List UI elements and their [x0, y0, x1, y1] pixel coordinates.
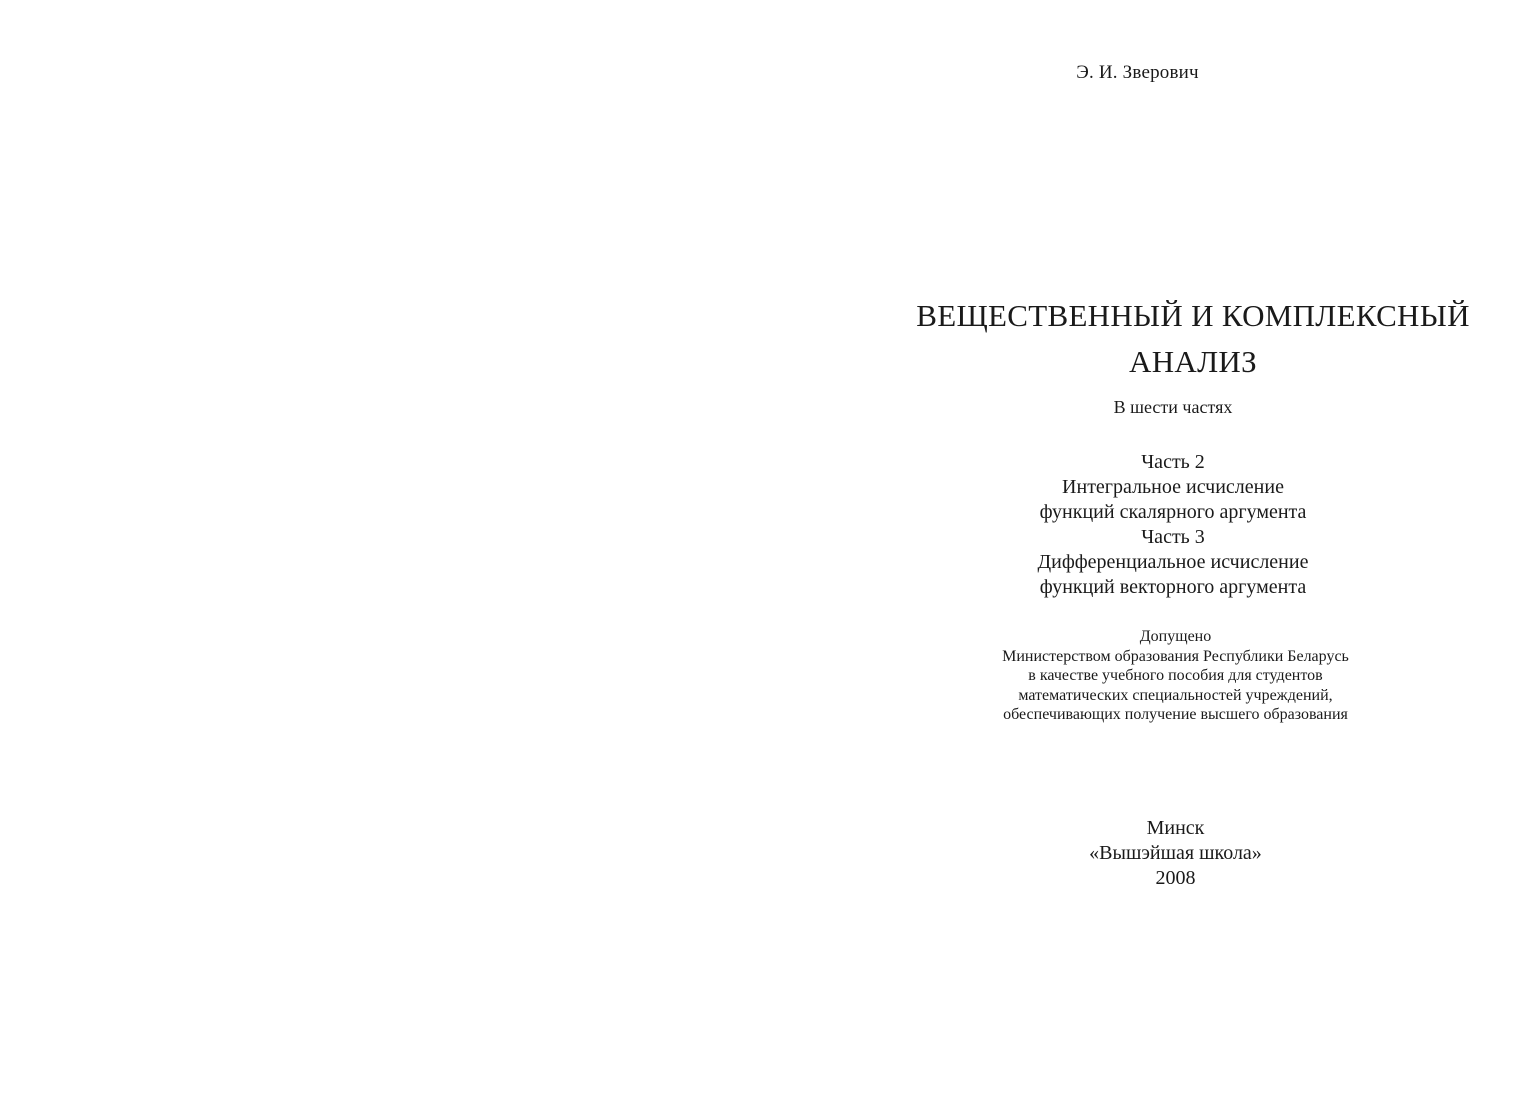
- author-name: Э. И. Зверович: [1076, 62, 1199, 83]
- part-2-heading: Часть 2: [1141, 451, 1205, 473]
- book-title: [818, 293, 1517, 385]
- approval-line-1: Допущено: [1139, 628, 1212, 645]
- approval-statement: [798, 627, 1517, 725]
- left-blank-page: [0, 0, 758, 1119]
- part-3-title-line-1: Дифференциальное исчисление: [1037, 551, 1309, 573]
- book-title-line-2: АНАЛИЗ: [1129, 344, 1257, 379]
- approval-line-4: математических специальностей учреждений,: [1018, 686, 1333, 704]
- approval-line-2: Министерством образования Республики Беларусь: [1002, 647, 1349, 665]
- imprint-year: 2008: [1155, 867, 1196, 889]
- part-2-title-line-2: функций скалярного аргумента: [1039, 501, 1307, 523]
- part-3-title-line-2: функций векторного аргумента: [1039, 576, 1307, 598]
- imprint-publisher: «Вышэйшая школа»: [1089, 842, 1262, 864]
- book-title-line-1: ВЕЩЕСТВЕННЫЙ И КОМПЛЕКСНЫЙ: [916, 298, 1470, 333]
- part-2-title-line-1: Интегральное исчисление: [1062, 476, 1284, 498]
- imprint-city: Минск: [1146, 817, 1205, 839]
- parts-list: [798, 450, 1517, 600]
- book-subtitle: В шести частях: [1113, 397, 1233, 417]
- publisher-imprint: [798, 816, 1517, 891]
- part-3-heading: Часть 3: [1141, 526, 1205, 548]
- approval-line-3: в качестве учебного пособия для студентов: [1028, 667, 1323, 684]
- title-page: [758, 0, 1517, 1119]
- approval-line-5: обеспечивающих получение высшего образования: [1003, 706, 1348, 723]
